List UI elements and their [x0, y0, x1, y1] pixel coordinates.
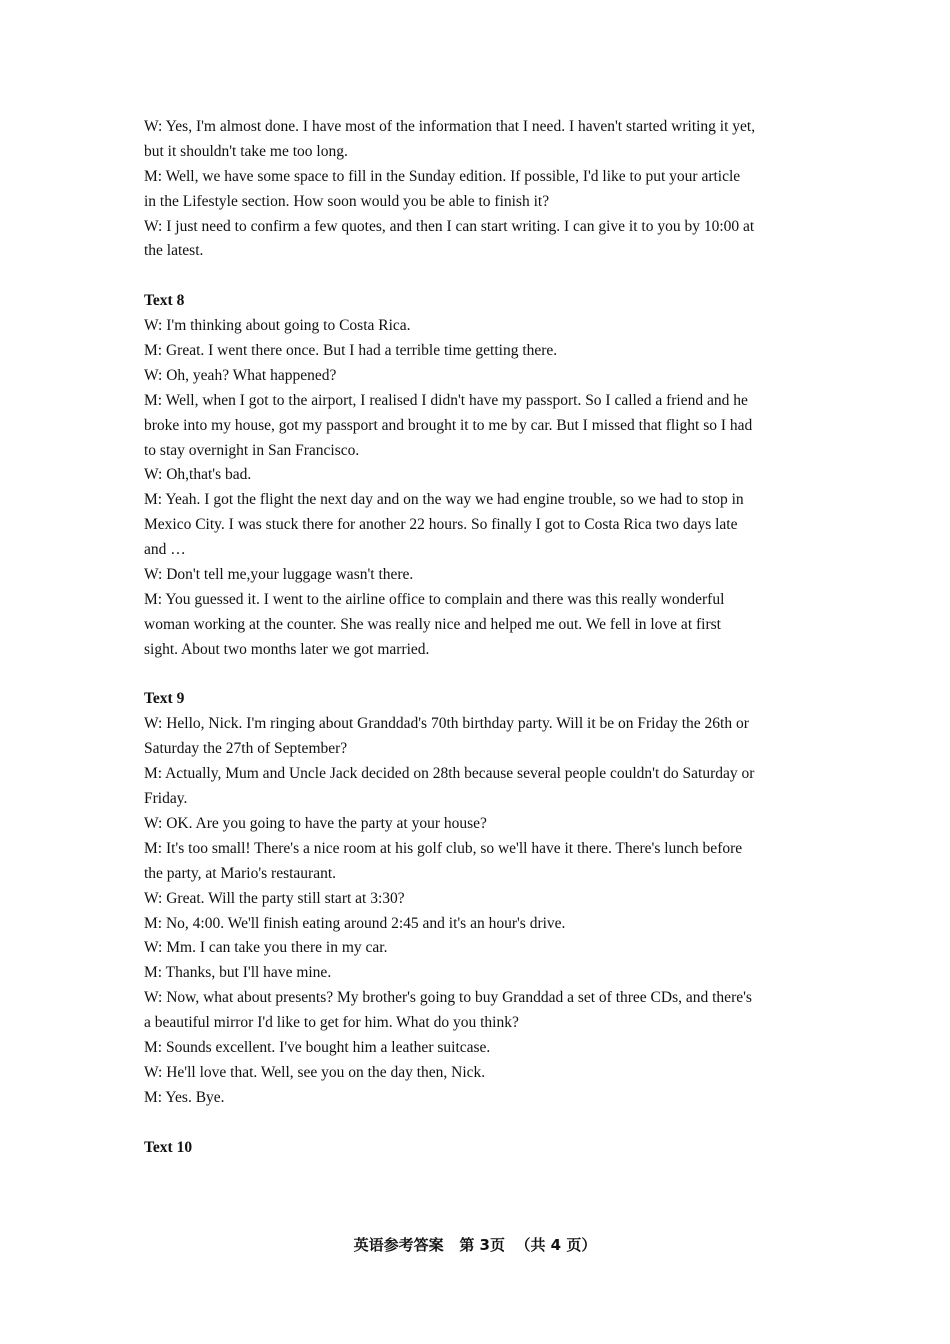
- text-line: a beautiful mirror I'd like to get for him. What do you think?: [144, 1014, 519, 1032]
- text-line: W: Oh, yeah? What happened?: [144, 366, 337, 384]
- text-line: W: I'm thinking about going to Costa Rica.: [144, 317, 411, 335]
- spacer: [144, 264, 816, 289]
- section-heading: Text 8: [144, 292, 185, 310]
- text-line: W: Mm. I can take you there in my car.: [144, 939, 388, 957]
- text-line: M: You guessed it. I went to the airline office to complain and there was this really wonderful: [144, 590, 725, 608]
- text-line: W: Now, what about presents? My brother's going to buy Granddad a set of three CDs, and there's: [144, 989, 752, 1007]
- text-line: W: I just need to confirm a few quotes, and then I can start writing. I can give it to you by 10:00 at: [144, 217, 755, 235]
- text-line: Friday.: [144, 790, 188, 808]
- text-line: M: Great. I went there once. But I had a terrible time getting there.: [144, 342, 558, 360]
- text-line: M: Well, when I got to the airport, I realised I didn't have my passport. So I called a friend and he: [144, 391, 748, 409]
- text-line: W: Yes, I'm almost done. I have most of the information that I need. I haven't started writing it yet,: [144, 118, 756, 135]
- text-line: W: He'll love that. Well, see you on the day then, Nick.: [144, 1063, 486, 1081]
- text-line: M: Thanks, but I'll have mine.: [144, 964, 332, 982]
- text-line: M: Yes. Bye.: [144, 1088, 225, 1106]
- text-line: the latest.: [144, 242, 204, 260]
- document-body: [144, 115, 816, 1160]
- text-line: W: Oh,that's bad.: [144, 466, 252, 484]
- text9-section: [144, 687, 816, 1110]
- text10-section: [144, 1136, 816, 1161]
- text-line: Saturday the 27th of September?: [144, 740, 348, 758]
- text-line: W: Don't tell me,your luggage wasn't there.: [144, 566, 414, 584]
- text-line: in the Lifestyle section. How soon would you be able to finish it?: [144, 192, 550, 210]
- text-line: M: Well, we have some space to fill in the Sunday edition. If possible, I'd like to put your article: [144, 167, 741, 185]
- intro-section: [144, 115, 816, 264]
- text-line: M: Actually, Mum and Uncle Jack decided on 28th because several people couldn't do Saturday or: [144, 765, 755, 783]
- text-line: and …: [144, 541, 186, 559]
- text-line: but it shouldn't take me too long.: [144, 142, 348, 160]
- text-line: M: It's too small! There's a nice room at his golf club, so we'll have it there. There's lunch before: [144, 839, 743, 857]
- text-line: broke into my house, got my passport and brought it to me by car. But I missed that flight so I had: [144, 416, 753, 434]
- text8-section: [144, 289, 816, 662]
- text-line: W: Great. Will the party still start at 3:30?: [144, 889, 405, 907]
- page-footer: 英语参考答案 第 3页 （共 4 页）: [353, 1236, 597, 1254]
- text-line: Mexico City. I was stuck there for another 22 hours. So finally I got to Costa Rica two days late: [144, 516, 738, 534]
- text-line: W: OK. Are you going to have the party at your house?: [144, 814, 487, 832]
- spacer: [144, 663, 816, 688]
- text-line: M: Sounds excellent. I've bought him a leather suitcase.: [144, 1038, 491, 1056]
- text-line: to stay overnight in San Francisco.: [144, 441, 360, 459]
- section-heading: Text 9: [144, 690, 185, 708]
- text-line: woman working at the counter. She was really nice and helped me out. We fell in love at first: [144, 615, 721, 633]
- text-line: M: No, 4:00. We'll finish eating around 2:45 and it's an hour's drive.: [144, 914, 566, 932]
- text-line: sight. About two months later we got married.: [144, 640, 430, 658]
- text-line: M: Yeah. I got the flight the next day and on the way we had engine trouble, so we had to stop in: [144, 491, 744, 509]
- text-line: W: Hello, Nick. I'm ringing about Granddad's 70th birthday party. Will it be on Friday the 26th or: [144, 715, 749, 733]
- section-heading: Text 10: [144, 1138, 193, 1156]
- spacer: [144, 1111, 816, 1136]
- text-line: the party, at Mario's restaurant.: [144, 864, 337, 882]
